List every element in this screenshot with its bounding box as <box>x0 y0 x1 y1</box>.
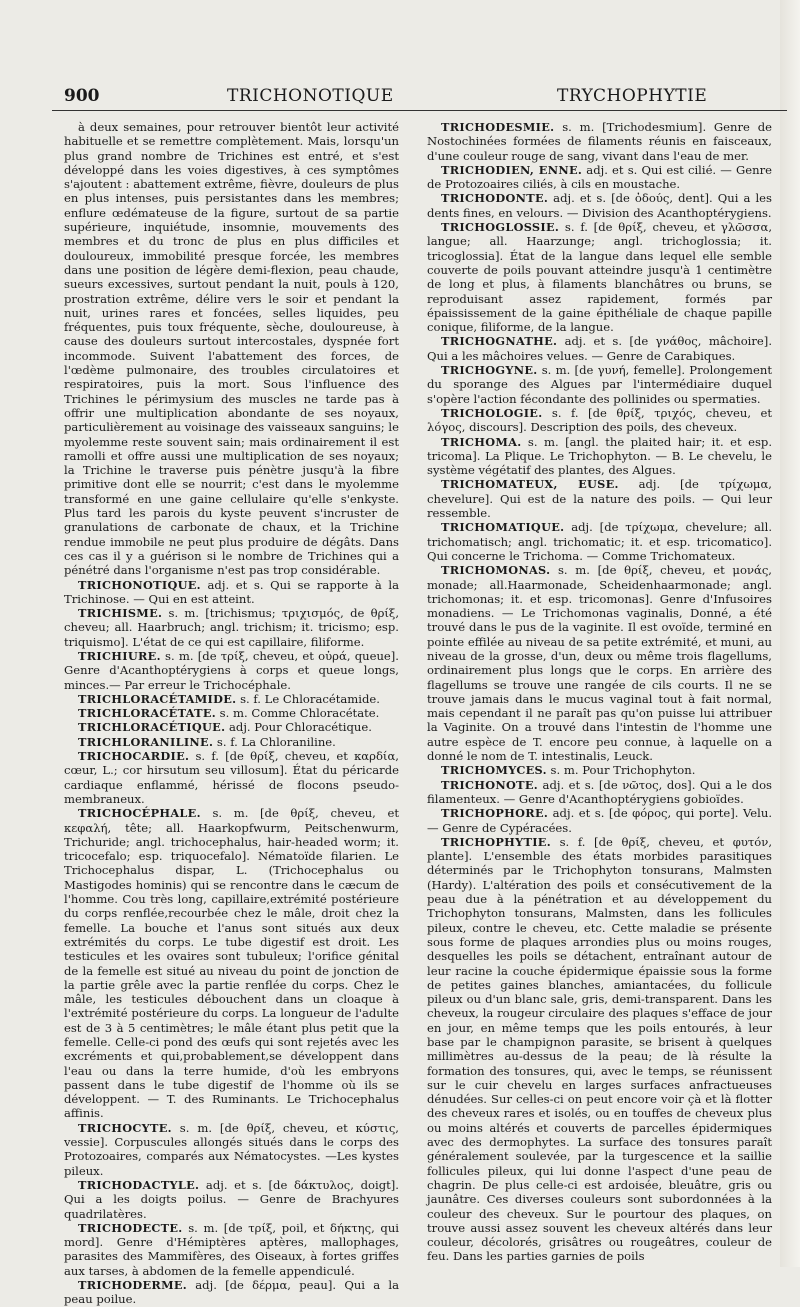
entry-headword: TRICHOCARDIE. <box>78 749 190 764</box>
page-number: 900 <box>64 86 100 106</box>
entry-headword: TRICHODECTE. <box>78 1220 183 1235</box>
dictionary-entry <box>64 806 399 1121</box>
dictionary-entry <box>64 1121 399 1178</box>
dictionary-entry <box>64 692 399 706</box>
entry-headword: TRICHOCÉPHALE. <box>78 806 201 821</box>
dictionary-entry <box>64 720 399 734</box>
entry-definition: adj. et s. [de νῶτος, dos]. Qui a le dos filamenteux. — Genre d'Acanthoptérygiens gobioïdes. <box>427 777 773 806</box>
dictionary-entry <box>64 749 399 806</box>
left-entries <box>64 578 399 1307</box>
entry-definition: s. f. [de θρίξ, cheveu, et φυτόν, plante]. L'ensemble des états morbides parasitiques déterminés par le Trichophyton tonsurans, Malmsten (Hardy). L'altération des poils et consécutivement de la peau due à la pénétration et au développement du Trichophyton tonsurans, Malmsten, dans les follicules pileux, contre le cheveu, etc. Cette maladie se présente sous forme de plaques arrondies plus ou moins rouges, desquelles les poils se détachent, entraînant autour de leur racine la couche épidermique épaissie sous la forme de petites gaines blanches, amiantacées, du follicule pileux ou d'un blanc sale, gris, demi-transparent. Dans les cheveux, la rougeur circulaire des plaques s'efface de jour en jour, en même temps que les poils entourés, à leur base par le champignon parasite, se brisent à quelques millimètres au-dessus de la peau; de là résulte la formation des tonsures, qui, avec le temps, se réunissent sur le cuir chevelu en larges surfaces anfractueuses dénudées. Sur celles-ci on peut encore voir çà et là flotter des cheveux rares et isolés, ou en touffes de cheveux plus ou moins altérés et couverts de parcelles épidermiques avec des dermophytes. La surface des tonsures paraît généralement soulevée, par la turgescence et la saillie follicules pileux, qui lui donne l'aspect d'une peau de chagrin. De plus celle-ci est ardoisée, bleuâtre, gris ou jaunâtre. Ces diverses couleurs sont subordonnées à la couleur des cheveux. Sur le pourtour des plaques, on trouve aussi assez souvent les cheveux altérés dans leur couleur, décolorés, grisâtres ou rougeâtres, couleur de feu. Dans les parties garnies de poils <box>427 834 772 1264</box>
entry-headword: TRICHLORANILINE. <box>78 734 214 749</box>
entry-headword: TRICHIURE. <box>78 648 161 663</box>
entry-definition: adj. et s. [de φόρος, qui porte]. Velu. — Genre de Cypéracées. <box>427 806 773 835</box>
dictionary-entry <box>427 163 772 192</box>
entry-definition: s. m. [de τρίξ, poil, et δήκτης, qui mord]. Genre d'Hémiptères aptères, mallophages, parasites des Mammifères, des Oiseaux, à fortes griffes aux tarses, à abdomen de la femelle appendiculé. <box>64 1220 400 1278</box>
entry-definition: s. m. [de θρίξ, cheveu, et κύστις, vessie]. Corpuscules allongés situés dans le corps des Protozoaires, comparés aux Nématocystes. —Les kystes pileux. <box>64 1120 399 1178</box>
left-running-head: TRICHONOTIQUE <box>227 86 394 106</box>
entry-definition: adj. et s. Qui se rapporte à la Trichinose. — Qui en est atteint. <box>64 577 399 606</box>
entry-headword: TRICHLORACÉTAMIDE. <box>78 691 237 706</box>
entry-headword: TRICHOMYCES. <box>441 763 547 778</box>
dictionary-entry <box>64 606 399 649</box>
entry-definition: adj. et s. [de δάκτυλος, doigt]. Qui a les doigts poilus. — Genre de Brachyures quadrilatères. <box>64 1177 399 1221</box>
entry-definition: s. f. [de θρίξ, τριχός, cheveu, et λόγος, discours]. Description des poils, des cheveux. <box>427 405 772 435</box>
entry-headword: TRICHOMATEUX, EUSE. <box>441 477 619 492</box>
entry-definition: adj. et s. [de γνάθος, mâchoire]. Qui a les mâchoires velues. — Genre de Carabiques. <box>427 334 772 363</box>
entry-headword: TRICHONOTE. <box>441 777 539 792</box>
dictionary-entry <box>427 778 772 807</box>
dictionary-entry <box>64 578 399 607</box>
entry-definition: s. f. [de θρίξ, cheveu, et καρδία, cœur, L.; cor hirsutum seu villosum]. État du péricarde cardiaque enflammé, hérissé de flocons pseudo-membraneux. <box>64 749 399 806</box>
entry-definition: adj. [de τρίχωμα, chevelure]. Qui est de la nature des poils. — Qui leur ressemble. <box>427 477 772 521</box>
dictionary-entry <box>427 120 772 163</box>
dictionary-entry <box>427 835 772 1264</box>
dictionary-entry <box>427 806 772 835</box>
entry-definition: s. m. [angl. the plaited hair; it. et esp. tricoma]. La Plique. Le Trichophyton. — B. Le chevelu, le système végétatif des plantes, des Algues. <box>427 434 773 478</box>
left-column <box>64 120 400 1307</box>
continuation-paragraph: à deux semaines, pour retrouver bientôt leur activité habituelle et se remettre complètement. Mais, lorsqu'un plus grand nombre de Trichines est entré, et s'est développé dans les voies digestives, à ces symptômes s'ajoutent : abattement extrême, fièvre, douleurs de plus en plus intenses, puis persistantes dans les membres; enflure œdémateuse de la figure, surtout de sa partie supérieure, inquiétude, insomnie, mouvements des membres et du tronc de plus en plus difficiles et douloureux, immobilité presque forcée, les membres dans une position de légère demi-flexion, peau chaude, sueurs excessives, surtout pendant la nuit, pouls à 120, prostration extrême, délire vers le soir et pendant la nuit, urines rares et foncées, selles liquides, peu fréquentes, puis toux fréquente, sèche, douloureuse, à cause des douleurs surtout intercostales, dyspnée fort incommode. Suivent l'abattement des forces, de l'œdème pulmonaire, des troubles circulatoires et respiratoires, puis la mort. Sous l'influence des Trichines le périmysium des muscles ne tarde pas à offrir une multiplication abondante de ses noyaux, particulièrement au voisinage des vaisseaux sanguins; le myolemme reste souvent sain; mais ordinairement il est ramolli et offre aussi une multiplication de ses noyaux; la Trichine le traverse puis pénètre jusqu'à la fibre primitive dont elle se nourrit; c'est dans le myolemme transformé en une gaine cellulaire qu'elle s'enkyste. Plus tard les parois du kyste peuvent s'incruster de granulations de carbonate de chaux, et la Trichine rendue immobile ne peut plus produire de dégâts. Dans ces cas il y a guérison si le nombre de Trichines qui a pénétré dans l'organisme n'est pas trop considérable. <box>64 120 399 578</box>
dictionary-entry <box>427 334 772 363</box>
right-running-head: TRYCHOPHYTIE <box>557 86 708 106</box>
entry-headword: TRICHODIEN, ENNE. <box>441 162 583 177</box>
dictionary-entry <box>64 649 399 692</box>
entry-headword: TRICHOPHORE. <box>441 806 549 821</box>
entry-definition: s. f. La Chloraniline. <box>216 734 336 749</box>
dictionary-entry <box>64 1278 399 1307</box>
entry-headword: TRICHOMONAS. <box>441 563 551 578</box>
dictionary-entry <box>427 477 772 520</box>
dictionary-entry <box>427 520 772 563</box>
dictionary-entry <box>64 735 399 749</box>
page-header <box>52 80 787 111</box>
dictionary-entry <box>427 363 772 406</box>
dictionary-entry <box>427 406 772 435</box>
entry-headword: TRICHODERME. <box>78 1278 188 1293</box>
dictionary-entry <box>427 191 772 220</box>
entry-definition: s. f. [de θρίξ, cheveu, et γλῶσσα, langue; all. Haarzunge; angl. trichoglossia; it. tricoglossia]. État de la langue dans lequel elle semble couverte de poils pouvant atteindre jusqu'à 1 centimètre de long et plus, à filaments blanchâtres ou bruns, se reproduisant assez rapidement, formés par épaississement de la gaine épithéliale de chaque papille conique, filiforme, de la langue. <box>427 220 773 335</box>
entry-definition: s. m. [de γυνή, femelle]. Prolongement du sporange des Algues par l'intermédiaire duquel s'opère l'action fécondante des pollinides ou spermaties. <box>427 363 773 406</box>
entry-headword: TRICHOMATIQUE. <box>441 520 565 535</box>
dictionary-page <box>52 80 787 1307</box>
entry-definition: adj. [de τρίχωμα, chevelure; all. trichomatisch; angl. trichomatic; it. et esp. tricomatico]. Qui concerne le Trichoma. — Comme Trichomateux. <box>427 520 773 563</box>
entry-headword: TRICHLORACÉTIQUE. <box>78 720 226 735</box>
entry-definition: adj. [de δέρμα, peau]. Qui a la peau poilue. <box>64 1278 399 1307</box>
entry-headword: TRICHONOTIQUE. <box>78 577 201 592</box>
entry-definition: s. m. [trichismus; τριχισμός, de θρίξ, cheveu; all. Haarbruch; angl. trichism; it. tricismo; esp. triquismo]. L'état de ce qui est capillaire, filiforme. <box>64 606 400 649</box>
entry-headword: TRICHOGNATHE. <box>441 334 558 349</box>
entry-headword: TRICHLORACÉTATE. <box>78 706 216 721</box>
entry-definition: adj. et s. [de ὀδούς, dent]. Qui a les dents fines, en velours. — Division des Acanthoptérygiens. <box>427 191 772 220</box>
entry-definition: adj. et s. Qui est cilié. — Genre de Protozoaires ciliés, à cils en moustache. <box>427 162 773 192</box>
dictionary-entry <box>427 763 772 777</box>
entry-definition: s. m. [de θρίξ, cheveu, et μονάς, monade; all.Haarmonade, Scheidenhaarmonade; angl. trichomonas; it. et esp. tricomonas]. Genre d'Infusoires monadiens. — Le Trichomonas vaginalis, Donné, a été trouvé dans le pus de la vaginite. Il est ovoïde, terminé en pointe effilée au niveau de sa petite extrémité, et muni, au niveau de la grosse, d'un, deux ou même trois flagellums, ordinairement plus longs que le corps. En arrière des flagellums se trouve une rangée de cils courts. Il ne se trouve jamais dans le mucus vaginal tout à fait normal, mais cependant il ne paraît pas qu'on puisse lui attribuer la Vaginite. On a trouvé dans l'intestin de l'homme une autre espèce de T. encore peu connue, à laquelle on a donné le nom de T. intestinalis, Leuck. <box>427 563 772 764</box>
entry-headword: TRICHOGLOSSIE. <box>441 220 560 235</box>
dictionary-entry <box>64 706 399 720</box>
entry-headword: TRICHOLOGIE. <box>441 405 543 420</box>
entry-definition: s. m. [de τρίξ, cheveu, et οὐρά, queue]. Genre d'Acanthoptérygiens à corps et queue longs, minces.— Par erreur le Trichocéphale. <box>64 648 399 692</box>
dictionary-entry <box>427 563 772 763</box>
entry-definition: s. m. [de θρίξ, cheveu, et κεφαλή, tête; all. Haarkopfwurm, Peitschenwurm, Trichuride; angl. trichocephalus, hair-headed worm; it. tricocefalo; esp. triquocefalo]. Nématoïde filarien. Le Trichocephalus dispar, L. (Trichocephalus ou Mastigodes hominis) qui se rencontre dans le cæcum de l'homme. Cou très long, capillaire,extrémité postérieure du corps renflée,recourbée chez le mâle, droit chez la femelle. La bouche et l'anus sont situés aux deux extrémités du corps. Le tube digestif est droit. Les testicules et les ovaires sont tubuleux; l'orifice génital de la femelle est situé au niveau du point de jonction de la partie grêle avec la partie renflée du corps. Chez le mâle, les testicules débouchent dans un cloaque à l'extrémité postérieure du corps. La longueur de l'adulte est de 3 à 5 centimètres; le mâle étant plus petit que la femelle. Celle-ci pond des œufs qui sont rejetés avec les excréments et qui,probablement,se développent dans l'eau ou dans la terre humide, d'où les embryons passent dans le tube digestif de l'homme où ils se développent. — T. des Ruminants. Le Trichocephalus affinis. <box>64 806 399 1121</box>
dictionary-entry <box>427 220 772 334</box>
entry-definition: s. m. Pour Trichophyton. <box>550 763 696 778</box>
right-column <box>427 120 773 1264</box>
entry-definition: s. f. Le Chloracétamide. <box>240 691 380 706</box>
entry-definition: adj. Pour Chloracétique. <box>229 720 372 735</box>
entry-definition: s. m. Comme Chloracétate. <box>219 706 380 721</box>
dictionary-entry <box>64 1221 399 1278</box>
dictionary-entry <box>427 435 772 478</box>
entry-headword: TRICHOMA. <box>441 434 522 449</box>
entry-definition: s. m. [Trichodesmium]. Genre de Nostochinées formées de filaments réunis en faisceaux, d'une couleur rouge de sang, vivant dans l'eau de mer. <box>427 120 772 163</box>
right-entries <box>427 120 772 1264</box>
dictionary-entry <box>64 1178 399 1221</box>
entry-headword: TRICHODESMIE. <box>441 120 555 134</box>
entry-headword: TRICHISME. <box>78 606 163 621</box>
entry-headword: TRICHOPHYTIE. <box>441 834 551 849</box>
entry-headword: TRICHOCYTE. <box>78 1120 172 1135</box>
entry-headword: TRICHOGYNE. <box>441 363 538 378</box>
entry-headword: TRICHODONTE. <box>441 191 549 206</box>
entry-headword: TRICHODACTYLE. <box>78 1177 200 1192</box>
